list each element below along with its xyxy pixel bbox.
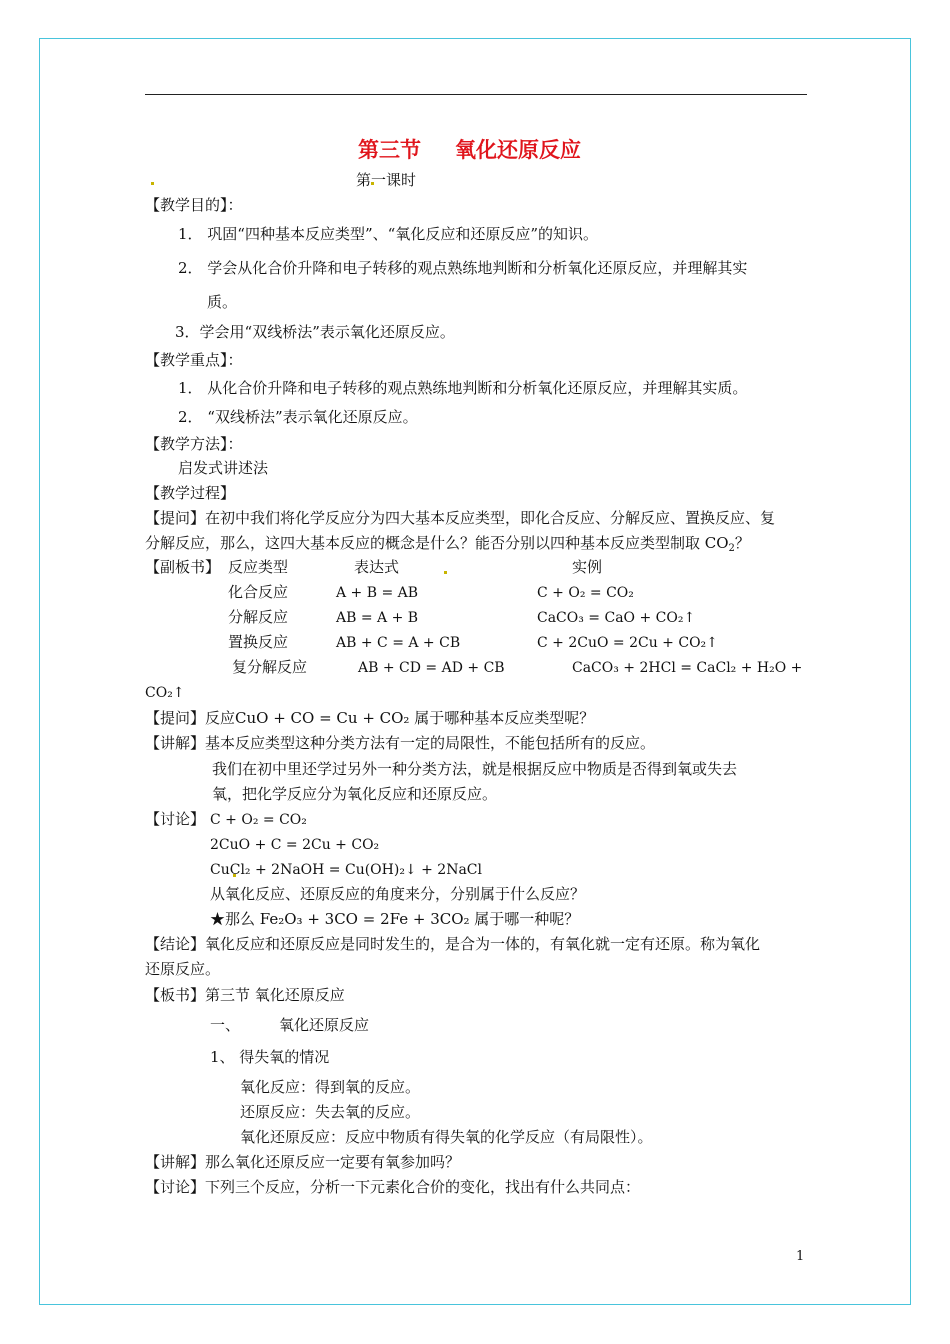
reaction-example: C + O₂ = CO₂	[537, 585, 634, 601]
marker-dot	[151, 182, 154, 185]
discussion-line: 【讨论】下列三个反应，分析一下元素化合价的变化，找出有什么共同点：	[145, 1178, 641, 1196]
question-line: 【提问】在初中我们将化学反应分为四大基本反应类型，即化合反应、分解反应、置换反应、复	[145, 509, 776, 527]
definition-line: 氧化还原反应：反应中物质有得失氧的化学反应（有局限性）。	[240, 1128, 653, 1146]
question-line: 【提问】反应CuO + CO = Cu + CO₂ 属于哪种基本反应类型呢？	[145, 709, 595, 727]
conclusion-line: 还原反应。	[145, 960, 221, 978]
lesson-subtitle: 第一课时	[356, 171, 417, 189]
board-heading: 【板书】第三节 氧化还原反应	[145, 986, 345, 1004]
column-header-type: 反应类型	[228, 558, 289, 576]
title-section-number: 第三节	[358, 138, 421, 162]
reaction-example-continued: CO₂↑	[145, 685, 185, 701]
marker-dot	[444, 571, 447, 574]
reaction-type: 复分解反应	[232, 658, 308, 676]
discussion-question: 从氧化反应、还原反应的角度来分，分别属于什么反应？	[210, 885, 586, 903]
reaction-type: 分解反应	[228, 608, 289, 626]
section-title	[358, 134, 581, 164]
focus-item: 2． “双线桥法”表示氧化还原反应。	[178, 408, 418, 426]
definition-line: 氧化反应：得到氧的反应。	[240, 1078, 421, 1096]
question-line	[145, 533, 750, 553]
explanation-line: 我们在初中里还学过另外一种分类方法，就是根据反应中物质是否得到氧或失去	[212, 760, 738, 778]
explanation-line: 【讲解】那么氧化还原反应一定要有氧参加吗？	[145, 1153, 461, 1171]
reaction-type: 置换反应	[228, 633, 289, 651]
reaction-example: CaCO₃ + 2HCl = CaCl₂ + H₂O +	[572, 660, 803, 676]
discussion-equation: C + O₂ = CO₂	[210, 812, 307, 828]
process-heading: 【教学过程】	[145, 484, 236, 502]
outline-heading: 氧化还原反应	[279, 1016, 370, 1034]
explanation-line: 氧，把化学反应分为氧化反应和还原反应。	[212, 785, 498, 803]
header-rule	[145, 94, 807, 95]
discussion-label: 【讨论】	[145, 810, 206, 828]
page-number: 1	[796, 1249, 805, 1264]
discussion-equation: CuCl₂ + 2NaOH = Cu(OH)₂↓ + 2NaCl	[210, 862, 482, 878]
outline-number: 一、	[210, 1016, 241, 1034]
method-text: 启发式讲述法	[178, 459, 269, 477]
reaction-expression: AB + C = A + CB	[336, 635, 461, 651]
question-end: ？	[734, 534, 750, 552]
reaction-example: C + 2CuO = 2Cu + CO₂↑	[537, 635, 718, 651]
column-header-example: 实例	[572, 558, 603, 576]
reaction-example: CaCO₃ = CaO + CO₂↑	[537, 610, 696, 626]
goal-item: 2． 学会从化合价升降和电子转移的观点熟练地判断和分析氧化还原反应，并理解其实	[178, 259, 748, 277]
goal-item: 3．学会用“双线桥法”表示氧化还原反应。	[175, 323, 455, 341]
column-header-expression: 表达式	[354, 558, 400, 576]
conclusion-line: 【结论】氧化反应和还原反应是同时发生的，是合为一体的，有氧化就一定有还原。称为氧化	[145, 935, 761, 953]
focus-item: 1． 从化合价升降和电子转移的观点熟练地判断和分析氧化还原反应，并理解其实质。	[178, 379, 748, 397]
board-label: 【副板书】	[145, 558, 221, 576]
title-topic: 氧化还原反应	[455, 138, 581, 162]
discussion-question: ★那么 Fe₂O₃ + 3CO = 2Fe + 3CO₂ 属于哪一种呢？	[210, 910, 580, 928]
reaction-expression: AB = A + B	[336, 610, 419, 626]
definition-line: 还原反应：失去氧的反应。	[240, 1103, 421, 1121]
reaction-expression: AB + CD = AD + CB	[358, 660, 505, 676]
focus-heading: 【教学重点】：	[145, 351, 243, 369]
goal-item-continued: 质。	[207, 293, 238, 311]
question-text: 分解反应，那么，这四大基本反应的概念是什么？能否分别以四种基本反应类型制取 CO	[145, 534, 729, 552]
subscript: 2	[728, 543, 735, 554]
method-heading: 【教学方法】：	[145, 435, 243, 453]
reaction-expression: A + B = AB	[336, 585, 419, 601]
discussion-equation: 2CuO + C = 2Cu + CO₂	[210, 837, 380, 853]
outline-subheading: 1、 得失氧的情况	[210, 1048, 330, 1066]
goals-heading: 【教学目的】：	[145, 196, 243, 214]
reaction-type: 化合反应	[228, 583, 289, 601]
goal-item: 1． 巩固“四种基本反应类型”、“氧化反应和还原反应”的知识。	[178, 225, 598, 243]
explanation-line: 【讲解】基本反应类型这种分类方法有一定的局限性，不能包括所有的反应。	[145, 734, 656, 752]
